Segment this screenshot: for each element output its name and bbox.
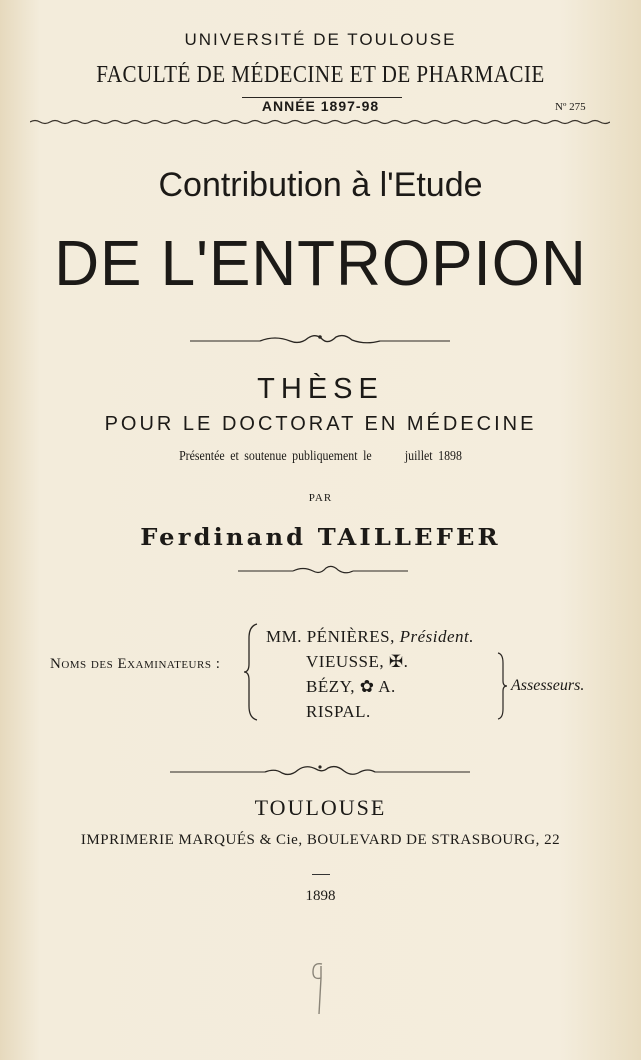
main-title: DE L'ENTROPION	[54, 227, 587, 299]
examiner-name: VIEUSSE, ✠.	[306, 652, 409, 671]
imprint-city: TOULOUSE	[254, 795, 387, 820]
presentation-line: Présentée et soutenue publiquement le juillet 1898	[179, 449, 462, 464]
thesis-number: Nº 275	[555, 101, 586, 113]
imprint-dash	[312, 874, 330, 875]
president-name: MM. PÉNIÈRES,	[266, 627, 395, 646]
academic-year: ANNÉE 1897-98	[261, 98, 380, 114]
left-brace	[243, 622, 259, 722]
ornament-divider	[190, 333, 450, 347]
president-role: Président.	[399, 627, 474, 646]
right-brace	[496, 651, 508, 721]
university-name: UNIVERSITÉ DE TOULOUSE	[184, 30, 457, 49]
examiners-label: Noms des Examinateurs :	[50, 656, 221, 672]
wavy-divider	[30, 118, 610, 126]
pencil-mark	[309, 958, 329, 1018]
ornament-divider-small	[238, 564, 408, 576]
author-name: Ferdinand TAILLEFER	[140, 524, 501, 551]
title-line-1: Contribution à l'Etude	[158, 166, 483, 204]
examiner-name: BÉZY, ✿ A.	[306, 677, 396, 696]
by-label: PAR	[308, 492, 333, 504]
assessors-label: Assesseurs.	[511, 677, 585, 694]
thesis-subtitle: POUR LE DOCTORAT EN MÉDECINE	[104, 413, 537, 435]
faculty-name: FACULTÉ DE MÉDECINE ET DE PHARMACIE	[96, 62, 545, 88]
examiner-name: RISPAL.	[306, 702, 371, 721]
thesis-heading: THÈSE	[257, 373, 384, 405]
ornament-divider	[170, 764, 470, 778]
examiner-president	[266, 627, 474, 647]
imprint-printer: IMPRIMERIE MARQUÉS & Cie, BOULEVARD DE STRASBOURG, 22	[80, 832, 561, 848]
imprint-year: 1898	[305, 888, 336, 904]
